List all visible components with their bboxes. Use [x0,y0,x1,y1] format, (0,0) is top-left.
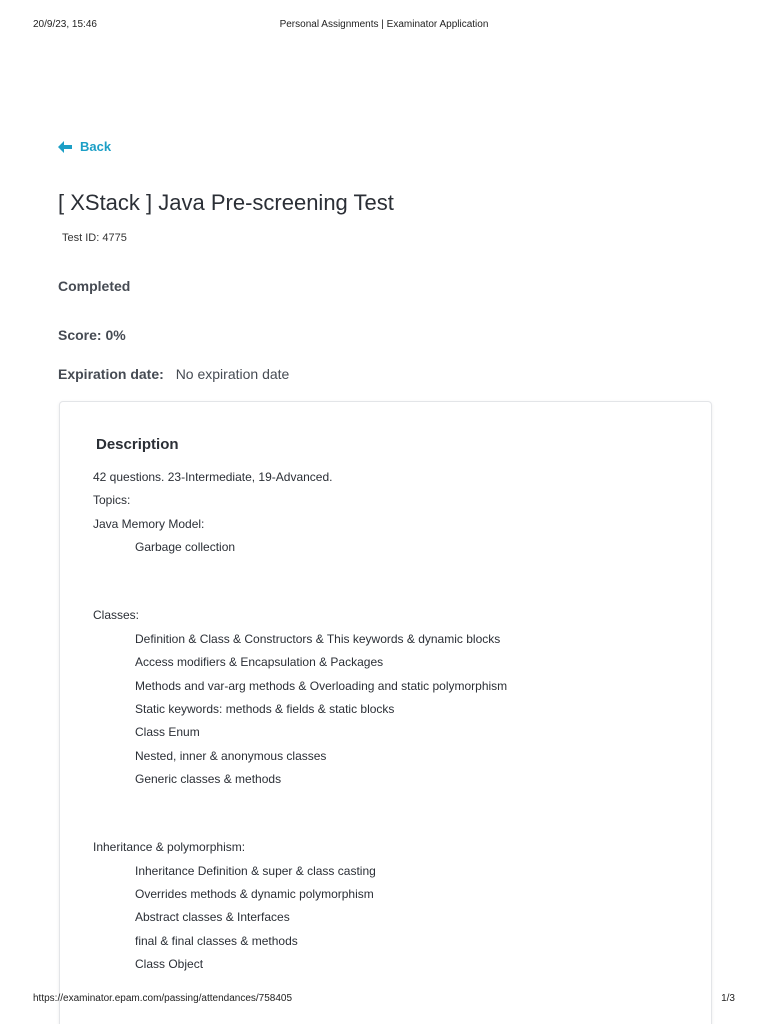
expiration-value: No expiration date [175,366,290,382]
description-card [59,401,712,1024]
test-id: Test ID: 4775 [62,232,127,244]
topic-group-label: Java Memory Model: [93,516,205,531]
print-header [33,19,735,31]
spacer [93,563,691,585]
topic-item: Class Enum [135,725,200,740]
topics-label: Topics: [93,493,131,508]
back-button[interactable] [58,139,111,154]
print-datetime: 20/9/23, 15:46 [33,19,97,30]
back-label: Back [80,139,112,154]
spacer [93,794,691,816]
score-text: Score: 0% [58,327,126,343]
topic-group-label: Classes: [93,608,140,623]
description-body [93,469,691,980]
topic-item: Nested, inner & anonymous classes [135,748,327,763]
test-title: [ XStack ] Java Pre-screening Test [58,190,394,215]
print-footer [33,993,735,1005]
topic-item: final & final classes & methods [135,933,298,948]
arrow-left-icon [58,141,72,153]
topic-item: Class Object [135,957,204,972]
print-page-number: 1/3 [721,993,735,1004]
topic-item: Garbage collection [135,540,236,555]
topic-item: Overrides methods & dynamic polymorphism [135,887,374,902]
topic-item: Generic classes & methods [135,772,282,787]
expiration-row [58,366,289,382]
description-summary: 42 questions. 23-Intermediate, 19-Advanced. [93,470,333,484]
topic-item: Access modifiers & Encapsulation & Packages [135,655,384,670]
spacer [93,585,691,607]
topic-item: Static keywords: methods & fields & static blocks [135,701,395,716]
status-text: Completed [58,278,131,294]
description-heading: Description [96,436,179,453]
topic-item: Abstract classes & Interfaces [135,910,290,925]
topic-item: Inheritance Definition & super & class casting [135,863,376,878]
topic-item: Methods and var-arg methods & Overloading and static polymorphism [135,678,508,693]
topic-item: Definition & Class & Constructors & This keywords & dynamic blocks [135,631,501,646]
print-url: https://examinator.epam.com/passing/attendances/758405 [33,993,293,1004]
topic-group-label: Inheritance & polymorphism: [93,840,246,855]
expiration-label: Expiration date: [58,366,164,382]
spacer [93,817,691,839]
print-document-title: Personal Assignments | Examinator Application [279,19,489,30]
